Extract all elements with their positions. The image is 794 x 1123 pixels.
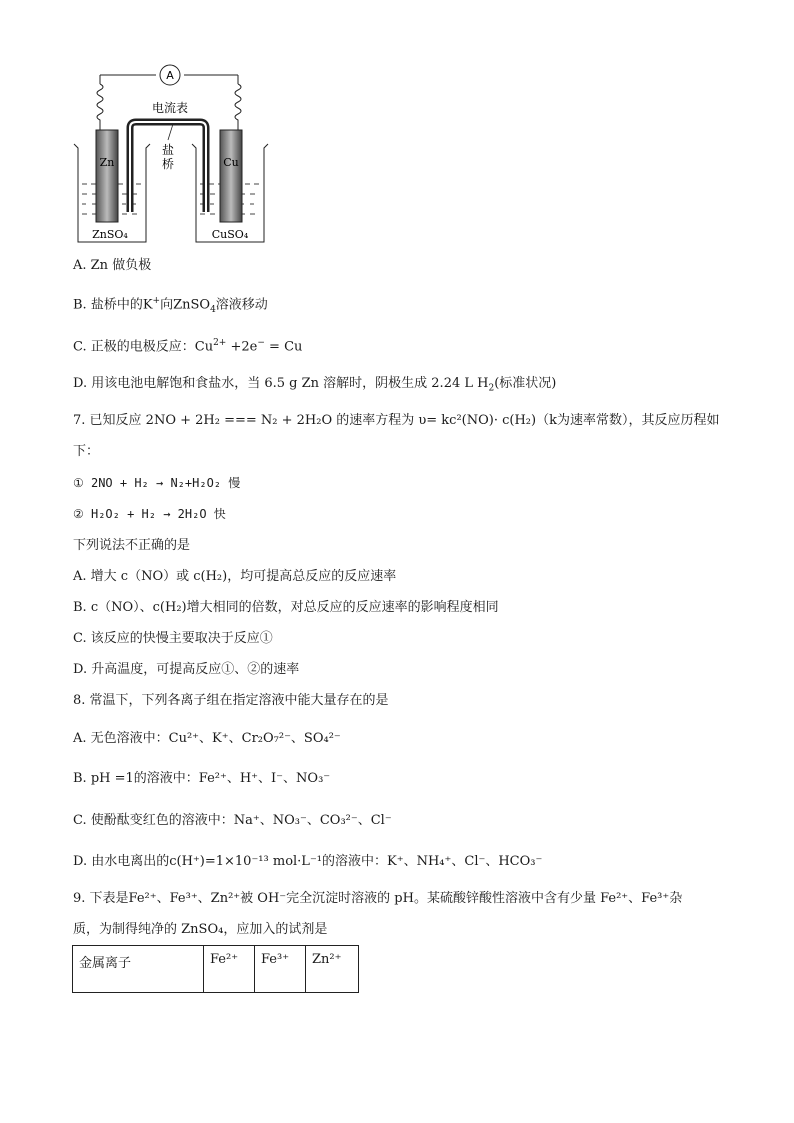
salt-bridge-label-2: 桥 bbox=[161, 157, 175, 171]
q7-option-a: A. 增大 c（NO）或 c(H₂)，均可提高总反应的反应速率 bbox=[73, 569, 397, 584]
cuso4-solution-label: CuSO₄ bbox=[211, 228, 249, 241]
table-cell: Fe²⁺ bbox=[204, 946, 255, 993]
q7-step-1: ① 2NO + H₂ → N₂+H₂O₂ 慢 bbox=[73, 476, 241, 490]
table-header-cell: 金属离子 bbox=[73, 946, 204, 993]
q8-option-a: A. 无色溶液中：Cu²⁺、K⁺、Cr₂O₇²⁻、SO₄²⁻ bbox=[73, 731, 341, 746]
q7-option-d: D. 升高温度，可提高反应①、②的速率 bbox=[73, 662, 300, 677]
q7-option-c: C. 该反应的快慢主要取决于反应① bbox=[73, 631, 273, 646]
table-row bbox=[73, 946, 359, 993]
q6-option-a: A. Zn 做负极 bbox=[73, 258, 152, 273]
q9-stem-line-1: 9. 下表是Fe²⁺、Fe³⁺、Zn²⁺被 OH⁻完全沉淀时溶液的 pH。某硫酸锌酸性溶液中含有少量 Fe²⁺、Fe³⁺杂 bbox=[73, 891, 683, 906]
ammeter-label: 电流表 bbox=[151, 101, 189, 115]
q8-option-b: B. pH =1的溶液中：Fe²⁺、H⁺、I⁻、NO₃⁻ bbox=[73, 771, 331, 786]
q7-stem-line-2: 下： bbox=[73, 444, 100, 459]
metal-ion-table bbox=[72, 945, 359, 993]
q8-option-c: C. 使酚酞变红色的溶液中：Na⁺、NO₃⁻、CO₃²⁻、Cl⁻ bbox=[73, 813, 392, 828]
salt-bridge-label-1: 盐 bbox=[161, 143, 175, 157]
q6-option-d: D. 用该电池电解饱和食盐水，当 6.5 g Zn 溶解时，阴极生成 2.24 L $H_2$(标准状况) bbox=[73, 376, 557, 394]
zn-electrode-label: Zn bbox=[99, 156, 115, 169]
q9-stem-line-2: 质，为制得纯净的 ZnSO₄，应加入的试剂是 bbox=[73, 922, 328, 937]
q7-stem-line-1: 7. 已知反应 2NO + 2H₂ === N₂ + 2H₂O 的速率方程为 υ= kc²(NO)· c(H₂)（k为速率常数），其反应历程如 bbox=[73, 413, 720, 428]
q6-option-b: B. 盐桥中的K+向ZnSO$_4$溶液移动 bbox=[73, 296, 268, 315]
znso4-solution-label: ZnSO₄ bbox=[92, 228, 128, 241]
q6-option-c: C. 正极的电极反应：$Cu^{2+} +2e^- = Cu$ bbox=[73, 338, 303, 355]
table-cell: Fe³⁺ bbox=[255, 946, 306, 993]
q7-step-2: ② H₂O₂ + H₂ → 2H₂O 快 bbox=[73, 507, 226, 521]
zn-electrode bbox=[96, 130, 118, 222]
q8-stem: 8. 常温下，下列各离子组在指定溶液中能大量存在的是 bbox=[73, 693, 389, 708]
q7-option-b: B. c（NO）、c(H₂)增大相同的倍数，对总反应的反应速率的影响程度相同 bbox=[73, 600, 499, 615]
cu-electrode bbox=[220, 130, 242, 222]
q7-question: 下列说法不正确的是 bbox=[73, 538, 191, 553]
galvanic-cell-diagram bbox=[70, 62, 270, 247]
q8-option-d: D. 由水电离出的c(H⁺)=1×10⁻¹³ mol·L⁻¹的溶液中：K⁺、NH₄⁺、Cl⁻、HCO₃⁻ bbox=[73, 854, 543, 869]
ammeter-letter: A bbox=[166, 69, 174, 82]
table-cell: Zn²⁺ bbox=[306, 946, 359, 993]
cu-electrode-label: Cu bbox=[223, 156, 239, 169]
